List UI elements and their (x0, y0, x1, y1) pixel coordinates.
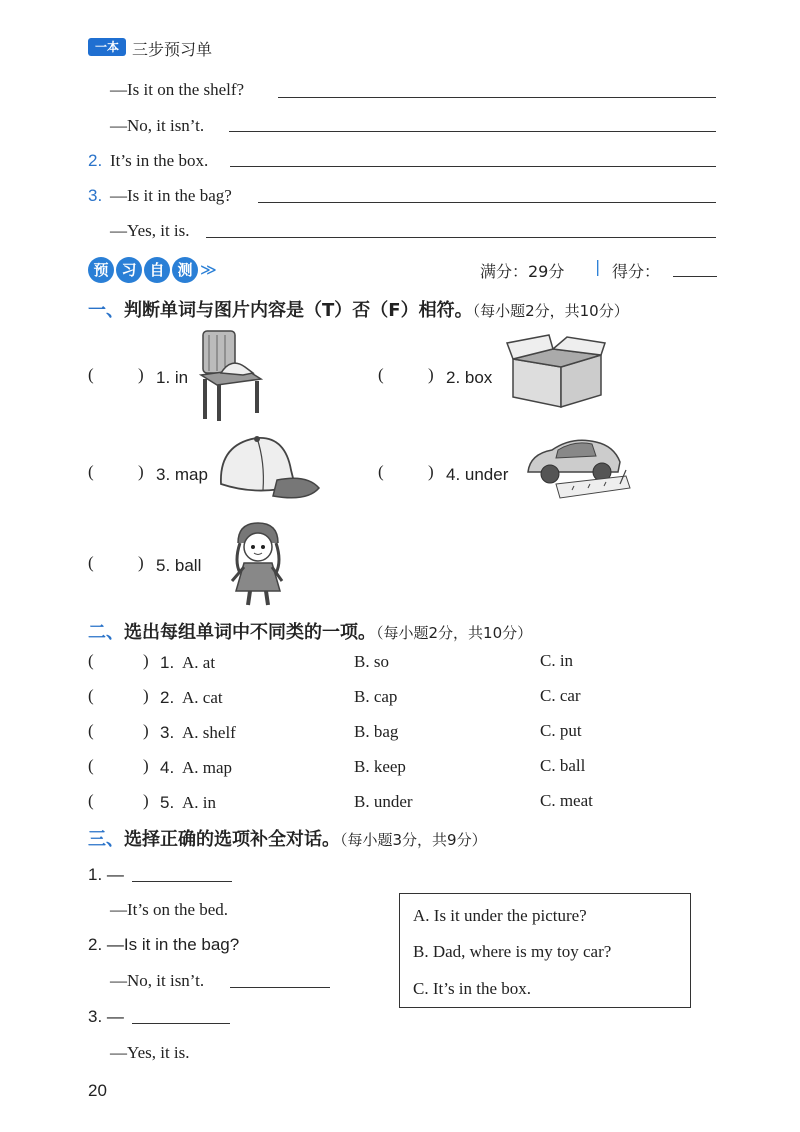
answer-paren-close[interactable]: ) (143, 651, 149, 670)
s2-num: 4. (160, 758, 175, 777)
answer-paren-open: ( (378, 462, 384, 481)
s2-option-b: B. keep (354, 757, 406, 776)
section-title: 选出每组单词中不同类的一项。 (124, 622, 376, 643)
answer-paren-close[interactable]: ) (143, 721, 149, 740)
chevron-right-icon: ≫ (200, 260, 217, 279)
section2-heading (88, 618, 532, 644)
s2-num: 1. (160, 653, 175, 672)
s2-option-a: A. cat (182, 688, 223, 707)
s3-option-b: B. Dad, where is my toy car? (413, 942, 612, 961)
answer-paren-close[interactable]: ) (143, 686, 149, 705)
s1-item-2: 2. box (446, 368, 493, 387)
answer-paren-open: ( (88, 791, 94, 810)
s2-option-b: B. cap (354, 687, 398, 706)
pill: 习 (116, 257, 142, 283)
s2-option-c: C. ball (540, 756, 586, 775)
answer-paren-open: ( (88, 686, 94, 705)
s2-option-b: B. under (354, 792, 413, 811)
cap-picture (217, 434, 321, 506)
s2-option-c: C. put (540, 721, 582, 740)
s3-line-1: 1. — (88, 865, 124, 884)
self-test-banner (88, 257, 217, 283)
item-number: 3. (88, 186, 103, 205)
dialog-line-2: —No, it isn’t. (110, 116, 205, 135)
answer-paren-open: ( (88, 365, 94, 384)
s2-num: 5. (160, 793, 175, 812)
section-number: 一、 (88, 300, 124, 321)
divider: | (595, 257, 601, 276)
dialog-line-3: It’s in the box. (110, 151, 209, 170)
s3-line-4: —No, it isn’t. (110, 971, 205, 990)
s3-line-3: 2. —Is it in the bag? (88, 935, 240, 954)
pill: 测 (172, 257, 198, 283)
section-number: 二、 (88, 622, 124, 643)
section-note: （每小题3分，共9分） (340, 831, 487, 849)
s2-option-a: A. in (182, 793, 216, 812)
section-title: 判断单词与图片内容是（T）否（F）相符。 (124, 300, 473, 321)
pill: 预 (88, 257, 114, 283)
dialog-line-4: —Is it in the bag? (110, 186, 232, 205)
answer-paren-open: ( (88, 721, 94, 740)
s2-option-b: B. bag (354, 722, 399, 741)
s3-option-c: C. It’s in the box. (413, 979, 532, 998)
s2-option-c: C. meat (540, 791, 593, 810)
s2-option-a: A. map (182, 758, 233, 777)
section3-heading (88, 825, 487, 851)
answer-paren-close[interactable]: ) (138, 462, 144, 481)
answer-line[interactable] (230, 987, 330, 988)
s3-line-5: 3. — (88, 1007, 124, 1026)
answer-line[interactable] (132, 881, 232, 882)
brand-badge: 一本 (88, 38, 126, 56)
answer-paren-open: ( (88, 553, 94, 572)
answer-paren-open: ( (378, 365, 384, 384)
page-number: 20 (88, 1081, 107, 1100)
s2-option-c: C. car (540, 686, 581, 705)
s1-item-5: 5. ball (156, 556, 202, 575)
dialog-line-5: —Yes, it is. (110, 221, 190, 240)
s3-line-6: —Yes, it is. (110, 1043, 190, 1062)
full-score: 满分：29分 (480, 262, 565, 281)
doll-picture (228, 521, 286, 607)
answer-paren-close[interactable]: ) (428, 462, 434, 481)
section1-heading (88, 296, 629, 322)
s2-num: 3. (160, 723, 175, 742)
s2-option-b: B. so (354, 652, 389, 671)
answer-line[interactable] (132, 1023, 230, 1024)
s1-item-4: 4. under (446, 465, 509, 484)
answer-line[interactable] (278, 97, 716, 98)
section-number: 三、 (88, 829, 124, 850)
s2-option-a: A. shelf (182, 723, 236, 742)
answer-line[interactable] (229, 131, 716, 132)
score-input[interactable] (673, 276, 717, 277)
header-title: 三步预习单 (132, 40, 213, 59)
answer-paren-open: ( (88, 462, 94, 481)
toy-car-picture (522, 432, 632, 502)
answer-paren-close[interactable]: ) (138, 553, 144, 572)
item-number: 2. (88, 151, 103, 170)
chair-with-cap-picture (195, 327, 267, 423)
answer-line[interactable] (258, 202, 716, 203)
answer-paren-close[interactable]: ) (138, 365, 144, 384)
s1-item-1: 1. in (156, 368, 189, 387)
section-note: （每小题2分，共10分） (376, 624, 533, 642)
s3-option-a: A. Is it under the picture? (413, 906, 587, 925)
pill: 自 (144, 257, 170, 283)
s2-num: 2. (160, 688, 175, 707)
answer-line[interactable] (206, 237, 716, 238)
section-note: （每小题2分，共10分） (472, 302, 629, 320)
s2-option-a: A. at (182, 653, 216, 672)
answer-line[interactable] (230, 166, 716, 167)
open-box-picture (505, 333, 607, 409)
s3-line-2: —It’s on the bed. (110, 900, 229, 919)
s2-option-c: C. in (540, 651, 574, 670)
answer-paren-open: ( (88, 651, 94, 670)
dialog-line-1: —Is it on the shelf? (110, 80, 245, 99)
answer-paren-close[interactable]: ) (428, 365, 434, 384)
s1-item-3: 3. map (156, 465, 208, 484)
section-title: 选择正确的选项补全对话。 (124, 829, 340, 850)
answer-paren-close[interactable]: ) (143, 756, 149, 775)
answer-paren-open: ( (88, 756, 94, 775)
answer-paren-close[interactable]: ) (143, 791, 149, 810)
score-label: 得分： (612, 262, 661, 281)
